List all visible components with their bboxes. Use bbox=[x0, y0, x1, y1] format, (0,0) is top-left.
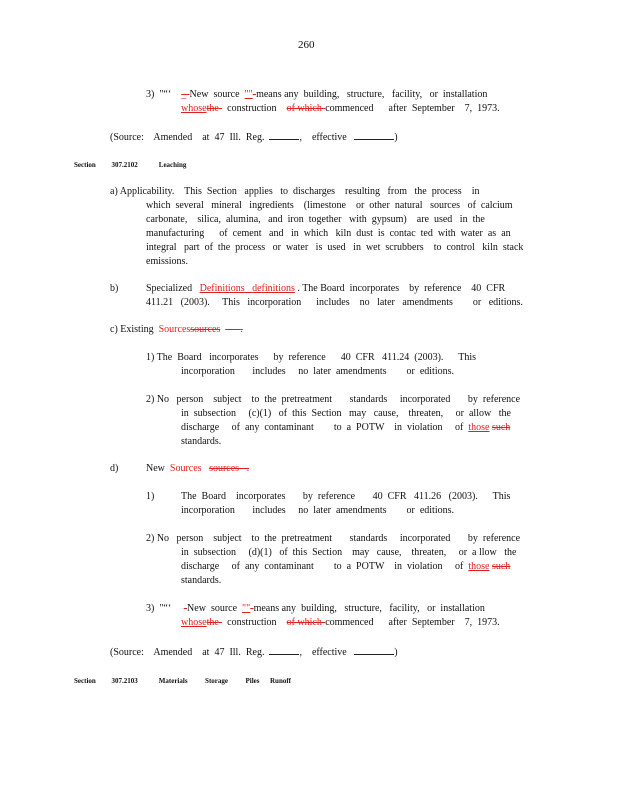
page-number: 260 bbox=[298, 39, 315, 51]
word: 1973. bbox=[477, 617, 500, 628]
deleted-such: such bbox=[491, 422, 511, 433]
item-c2-line4: standards. bbox=[181, 436, 222, 447]
comma: , bbox=[299, 132, 302, 143]
item-c1-line1: 1) The Board incorporates by reference 40 CFR 411.24 (2003). This bbox=[146, 352, 477, 363]
blank-effective bbox=[354, 645, 394, 655]
word: at bbox=[202, 647, 210, 658]
inserted-sources: Sources bbox=[158, 324, 191, 335]
deleted-the: the bbox=[206, 617, 219, 628]
source-label: (Source: bbox=[110, 647, 144, 658]
word: any bbox=[281, 603, 297, 614]
applicability-line5: integral part of the process or water is used in wet scrubbers to control kiln stack bbox=[146, 242, 524, 253]
word: structure, bbox=[344, 603, 382, 614]
deleted-sources: sources bbox=[190, 324, 221, 335]
section-word: Section bbox=[74, 161, 96, 169]
word: 47 bbox=[214, 647, 225, 658]
word: facility, bbox=[389, 603, 420, 614]
word: building, bbox=[301, 603, 337, 614]
deleted-underscore: _ bbox=[181, 89, 187, 100]
item-d2-line1: 2) No person subject to the pretreatment standards incorporated by reference bbox=[146, 533, 521, 544]
item-b-label: b) bbox=[110, 283, 119, 294]
word: effective bbox=[311, 647, 347, 658]
word: Amended bbox=[153, 132, 193, 143]
section-title-word: Runoff bbox=[270, 677, 292, 685]
inserted-those: those bbox=[468, 422, 490, 433]
applicability-line1: a) Applicability. This Section applies to discharges resulting from the process in bbox=[110, 186, 480, 197]
applicability-line3: carbonate, silica, alumina, and iron together with gypsum) are used in the bbox=[146, 214, 485, 225]
deleted-such: such bbox=[491, 561, 511, 572]
word: means bbox=[253, 603, 280, 614]
word: after bbox=[388, 617, 407, 628]
word-new: New bbox=[187, 603, 206, 614]
section-heading-2103 bbox=[74, 675, 291, 687]
new-source-definition-d-line1: 3) "“‘ -New source ""-means any building, structure, facility, or installation bbox=[146, 603, 485, 614]
inserted-quotes: "" bbox=[244, 89, 253, 100]
word: effective bbox=[311, 132, 347, 143]
word: after bbox=[388, 103, 407, 114]
source-note bbox=[110, 130, 398, 144]
word-new: New bbox=[146, 463, 165, 474]
blank-effective bbox=[354, 130, 394, 140]
word: 47 bbox=[214, 132, 225, 143]
inserted-those: those bbox=[468, 561, 490, 572]
source-label: (Source: bbox=[110, 132, 144, 143]
word: 7, bbox=[464, 103, 473, 114]
deleted-of-which: of which bbox=[286, 617, 322, 628]
blank-reg bbox=[269, 130, 299, 140]
deleted-sources: sources bbox=[209, 463, 240, 474]
word: facility, bbox=[391, 89, 423, 100]
word: or bbox=[427, 603, 436, 614]
word: Ill. bbox=[229, 647, 241, 658]
section-title: Leaching bbox=[158, 161, 187, 169]
item-d-label: d) bbox=[110, 463, 119, 474]
item-d2-line4: standards. bbox=[181, 575, 222, 586]
word: building, bbox=[303, 89, 340, 100]
item-d1-label: 1) bbox=[146, 491, 155, 502]
item-c-label: c) Existing bbox=[110, 324, 154, 335]
word: September bbox=[411, 103, 455, 114]
quote-marks: "“‘ bbox=[159, 603, 172, 614]
new-source-definition-d-line2: whosethe- construction of which-commenced after September 7, 1973. bbox=[181, 617, 500, 628]
word: source bbox=[210, 603, 238, 614]
section-heading-2102 bbox=[74, 159, 186, 171]
item-b-line2: 411.21 (2003). This incorporation includes no later amendments or editions. bbox=[146, 297, 523, 308]
comma: , bbox=[299, 647, 302, 658]
item-c-heading: c) Existing Sourcessources . bbox=[110, 324, 243, 335]
item-c2-line3 bbox=[181, 422, 510, 434]
section-title-word: Storage bbox=[205, 677, 228, 685]
applicability-line2: which several mineral ingredients (limestone or other natural sources of calcium bbox=[146, 200, 513, 211]
item-c2-line1: 2) No person subject to the pretreatment standards incorporated by reference bbox=[146, 394, 521, 405]
applicability-line4: manufacturing of cement and in which kiln dust is contac ted with water as an bbox=[146, 228, 511, 239]
deleted-the: the bbox=[206, 103, 219, 114]
word: at bbox=[202, 132, 210, 143]
item-c1-line2: incorporation includes no later amendments or editions. bbox=[181, 366, 454, 377]
word: commenced bbox=[325, 617, 374, 628]
item-c2-text: discharge of any contaminant to a POTW in violation of bbox=[181, 422, 464, 433]
quote-marks: "“‘ bbox=[159, 89, 172, 100]
section-number: 307.2103 bbox=[111, 677, 138, 685]
word: Ill. bbox=[229, 132, 241, 143]
new-source-definition-2102-line1: 3) "“‘ _-New source ""-means any building, structure, facility, or installation bbox=[146, 89, 488, 100]
item-label: 3) bbox=[146, 603, 155, 614]
section-title-word: Piles bbox=[245, 677, 260, 685]
word: construction bbox=[227, 103, 277, 114]
word: any bbox=[284, 89, 299, 100]
section-number: 307.2102 bbox=[111, 161, 138, 169]
blank-reg bbox=[269, 645, 299, 655]
deleted-of-which: of which bbox=[286, 103, 322, 114]
word: Amended bbox=[153, 647, 193, 658]
inserted-quotes: "" bbox=[242, 603, 251, 614]
word: construction bbox=[227, 617, 277, 628]
word: 1973. bbox=[477, 103, 500, 114]
word: source bbox=[213, 89, 240, 100]
word: Reg. bbox=[245, 647, 265, 658]
item-d2-line3 bbox=[181, 561, 510, 573]
deleted-definitions: definitions bbox=[252, 283, 295, 294]
item-d2-text: discharge of any contaminant to a POTW in violation of bbox=[181, 561, 464, 572]
section-title-word: Materials bbox=[158, 677, 188, 685]
item-b-line1 bbox=[146, 283, 505, 295]
item-c2-line2: in subsection (c)(1) of this Section may cause, threaten, or allow the bbox=[181, 408, 511, 419]
section-word: Section bbox=[74, 677, 96, 685]
source-note-2 bbox=[110, 645, 398, 659]
item-d1-line2: incorporation includes no later amendments or editions. bbox=[181, 505, 454, 516]
word: or bbox=[429, 89, 438, 100]
inserted-whose: whose bbox=[181, 103, 207, 114]
word: commenced bbox=[325, 103, 374, 114]
inserted-whose: whose bbox=[181, 617, 207, 628]
word: installation bbox=[442, 89, 488, 100]
item-label: 3) bbox=[146, 89, 155, 100]
word: Specialized bbox=[146, 283, 193, 294]
inserted-sources: Sources bbox=[169, 463, 202, 474]
item-d1-line1: The Board incorporates by reference 40 CFR 411.26 (2003). This bbox=[181, 491, 511, 502]
applicability-line6: emissions. bbox=[146, 256, 188, 267]
word-new: New bbox=[189, 89, 209, 100]
word: Reg. bbox=[245, 132, 265, 143]
item-b-rest: . The Board incorporates by reference 40 CFR bbox=[297, 283, 506, 294]
item-d2-line2: in subsection (d)(1) of this Section may cause, threaten, or a llow the bbox=[181, 547, 517, 558]
inserted-definitions: Definitions bbox=[199, 283, 245, 294]
paren: ) bbox=[394, 132, 398, 143]
paren: ) bbox=[394, 647, 398, 658]
word: structure, bbox=[346, 89, 385, 100]
word: 7, bbox=[464, 617, 473, 628]
item-d-heading: New Sources sources . bbox=[146, 463, 250, 474]
word: September bbox=[411, 617, 455, 628]
word: installation bbox=[440, 603, 485, 614]
new-source-definition-2102-line2: whosethe- construction of which-commenced after September 7, 1973. bbox=[181, 103, 500, 114]
